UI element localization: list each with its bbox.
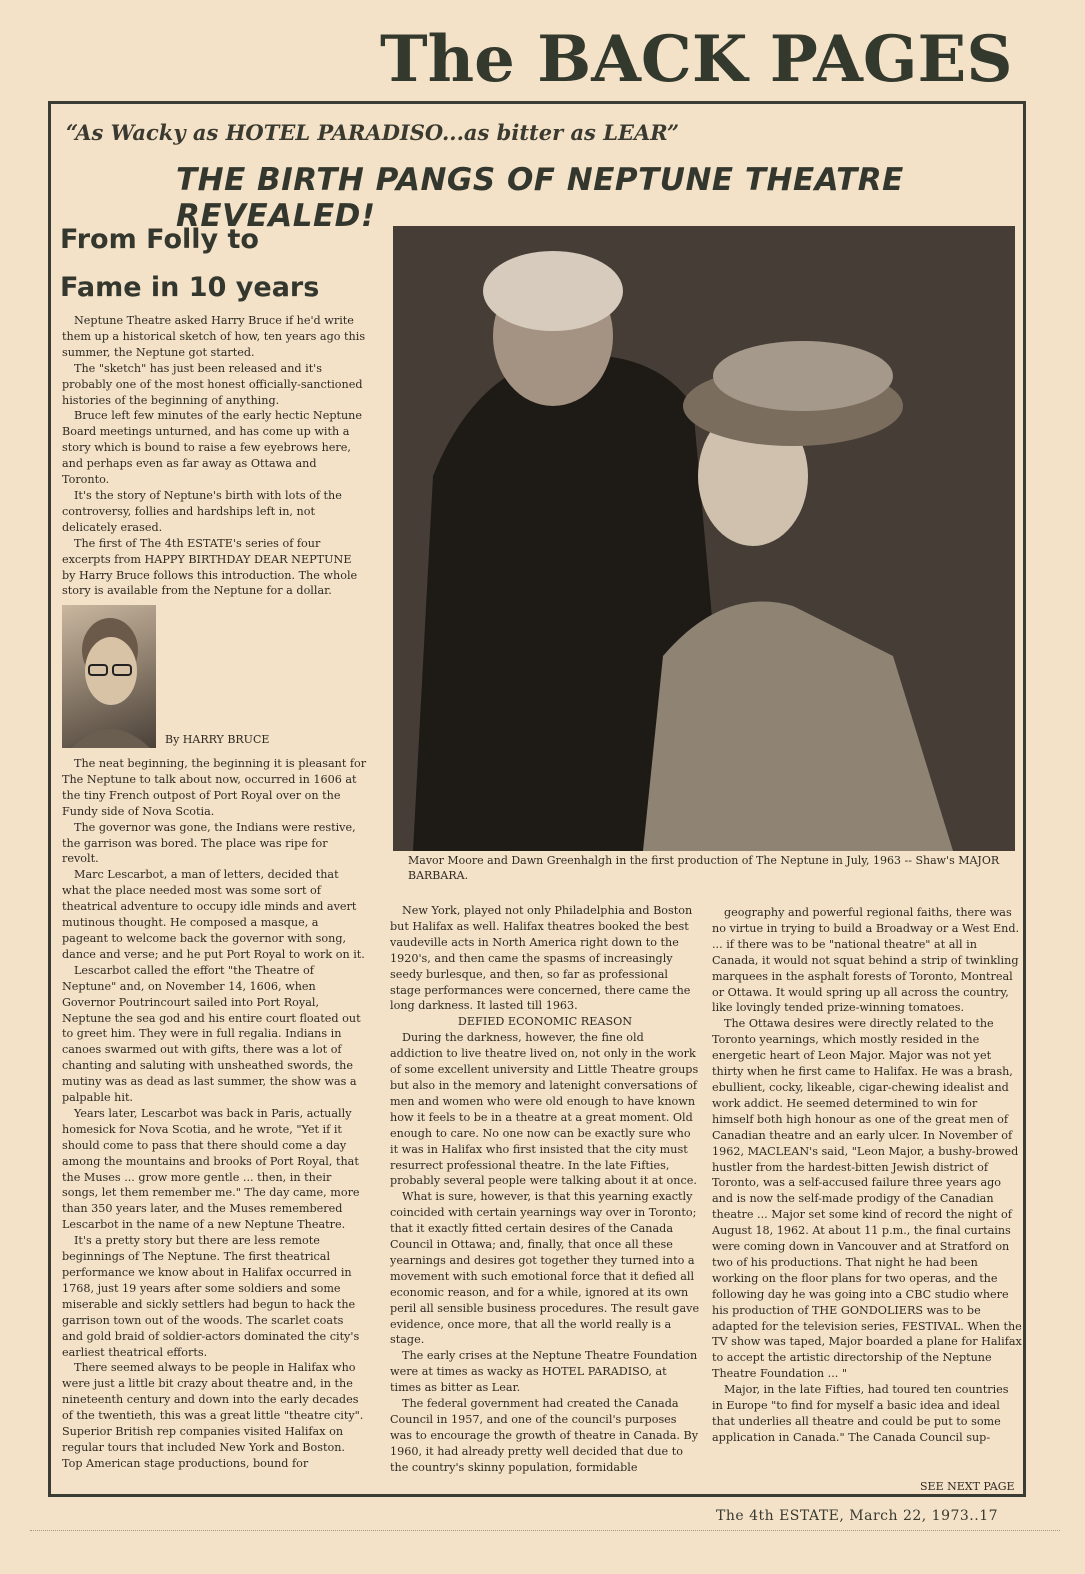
page-footer: The 4th ESTATE, March 22, 1973..17 (716, 1508, 999, 1524)
section-heading: DEFIED ECONOMIC REASON (457, 1015, 633, 1029)
intro-paragraph: The "sketch" has just been released and it's probably one of the most honest officially-sanctioned histories of the beginning of anything. (62, 361, 363, 407)
column-1-paragraph: Years later, Lescarbot was back in Paris, actually homesick for Nova Scotia, and he wrote, "Yet if it should come to pass that there should come a day among the mountains and brooks of Port Royal, that the Muses ... grow more gentle ... then, in their songs, let them remember me." The day came, more than 350 years later, and the Muses remembered Lescarbot in the name of a new Neptune Theatre. (62, 1106, 360, 1232)
column-1 (62, 756, 367, 1472)
intro-paragraph: Neptune Theatre asked Harry Bruce if he'd write them up a historical sketch of how, ten years ago this summer, the Neptune got started. (62, 314, 366, 359)
column-2-paragraph: New York, played not only Philadelphia and Boston but Halifax as well. Halifax theatres booked the best vaudeville acts in North America right down to the 1920's, and then came the spasms of increasingly seedy burlesque, and then, so far as professional stage performances were concerned, there came the long darkness. It lasted till 1963. (390, 904, 693, 1013)
column-1-paragraph: The neat beginning, the beginning it is pleasant for The Neptune to talk about now, occurred in 1606 at the tiny French outpost of Port Royal over on the Fundy side of Nova Scotia. (62, 757, 367, 818)
headline: THE BIRTH PANGS OF NEPTUNE THEATRE REVEALED! (176, 162, 904, 234)
production-photo-image (393, 226, 1015, 851)
column-2 (390, 903, 700, 1476)
column-3-paragraph: The Ottawa desires were directly related to the Toronto yearnings, which mostly resided in the energetic heart of Leon Major. Major was not yet thirty when he first came to Halifax. He was a brash, ebullient, cocky, likeable, cigar-chewing idealist and work addict. He seemed determined to win for himself both high honour as one of the great men of Canadian theatre and an early ulcer. In November of 1962, MACLEAN's said, "Leon Major, a bushy-browed hustler from the hardest-bitten Jewish district of Toronto, was a self-accused failure three years ago and is now the self-made prodigy of the Canadian theatre ... Major set some kind of record the night of August 18, 1962. At about 11 p.m., the final curtains were coming down in Vancouver and at Stratford on two of his productions. That night he had been working on the floor plans for two operas, and the following day he was going into a CBC studio where his production of THE GONDOLIERS was to be adapted for the television series, FESTIVAL. When the TV show was taped, Major boarded a plane for Halifax to accept the artistic directorship of the Neptune Theatre Foundation ... " (712, 1017, 1022, 1381)
column-3-paragraph: geography and powerful regional faiths, there was no virtue in trying to build a Broadway or a West End. ... if there was to be "national theatre" at all in Canada, it would not squat behind a strip of twinkling marquees in the asphalt forests of Toronto, Montreal or Ottawa. It would spring up all across the country, like lovingly tended prize-winning tomatoes. (712, 906, 1020, 1015)
column-2-paragraph: What is sure, however, is that this yearning exactly coincided with certain yearnings way over in Toronto; that it exactly fitted certain desires of the Canada Council in Ottawa; and, finally, that once all these yearnings and desires got together they turned into a movement with such emotional force that it defied all economic reason, and for a while, ignored at its own peril all sensible business procedures. The result gave evidence, once more, that all the world really is a stage. (390, 1190, 700, 1347)
byline: By HARRY BRUCE (165, 733, 270, 746)
production-photo (393, 226, 1015, 851)
column-1-paragraph: Marc Lescarbot, a man of letters, decided that what the place needed most was some sort of theatrical adventure to occupy idle minds and avert mutinous thought. He composed a masque, a pageant to welcome back the governor with song, dance and verse; and he put Port Royal to work on it. (62, 868, 365, 961)
intro-paragraph: Bruce left few minutes of the early hectic Neptune Board meetings unturned, and has come up with a story which is bound to raise a few eyebrows here, and perhaps even as far away as Ottawa and Toronto. (62, 409, 363, 487)
column-1-paragraph: It's a pretty story but there are less remote beginnings of The Neptune. The first theatrical performance we know about in Halifax occurred in 1768, just 19 years after some soldiers and some miserable and sickly settlers had begun to hack the garrison town out of the woods. The scarlet coats and gold braid of soldier-actors dominated the city's earliest theatrical efforts. (62, 1234, 360, 1359)
intro-paragraph: The first of The 4th ESTATE's series of four excerpts from HAPPY BIRTHDAY DEAR NEPTUNE by Harry Bruce follows this introduction. The whole story is available from the Neptune for a dollar. (62, 536, 358, 598)
photo-caption: Mavor Moore and Dawn Greenhalgh in the first production of The Neptune in July, 1963 -- Shaw's MAJOR BARBARA. (408, 854, 1000, 882)
intro-paragraph: It's the story of Neptune's birth with lots of the controversy, follies and hardships left in, not delicately erased. (62, 488, 342, 534)
author-portrait-image (62, 605, 156, 748)
author-portrait (62, 605, 156, 748)
column-2-paragraph: The federal government had created the Canada Council in 1957, and one of the council's purposes was to encourage the growth of theatre in Canada. By 1960, it had already pretty well decided that due to the country's skinny population, formidable (390, 1397, 699, 1474)
see-next-page[interactable]: SEE NEXT PAGE (920, 1480, 1015, 1493)
column-3-paragraph: Major, in the late Fifties, had toured ten countries in Europe "to find for myself a basic idea and ideal that underlies all theatre and could be put to some application in Canada." The Canada Council sup- (712, 1383, 1009, 1444)
intro-column (62, 313, 367, 599)
column-1-paragraph: Lescarbot called the effort "the Theatre of Neptune" and, on November 14, 1606, when Governor Poutrincourt sailed into Port Royal, Neptune the sea god and his entire court floated out to greet him. They were in full regalia. Indians in canoes swarmed out with gifts, there was a lot of chanting and saluting with unsheathed swords, the mutiny was as dead as last summer, the show was a palpable hit. (62, 963, 361, 1105)
subhead-line2: Fame in 10 years (60, 272, 320, 303)
subhead-line1: From Folly to (60, 224, 259, 255)
column-1-paragraph: The governor was gone, the Indians were restive, the garrison was bored. The place was ripe for revolt. (62, 820, 356, 866)
column-1-paragraph: There seemed always to be people in Halifax who were just a little bit crazy about theatre and, in the nineteenth century and down into the early decades of the twentieth, this was a great little "theatre city". Superior British rep companies visited Halifax on regular tours that included New York and Boston. Top American stage productions, bound for (62, 1361, 364, 1470)
column-3 (712, 905, 1022, 1446)
bottom-rule (30, 1530, 1060, 1531)
column-2-paragraph: The early crises at the Neptune Theatre Foundation were at times as wacky as HOTEL PARADISO, at times as bitter as Lear. (390, 1349, 698, 1395)
column-2-paragraph: During the darkness, however, the fine old addiction to live theatre lived on, not only in the work of some excellent university and Little Theatre groups but also in the memory and latenight conversations of men and women who were old enough to have known how it feels to be in a theatre at a great moment. Old enough to care. No one now can be exactly sure who it was in Halifax who first insisted that the city must resurrect professional theatre. In the late Fifties, probably several people were talking about it at once. (390, 1031, 699, 1188)
masthead: The BACK PAGES (380, 22, 1013, 97)
kicker: “As Wacky as HOTEL PARADISO...as bitter as LEAR” (66, 120, 680, 145)
